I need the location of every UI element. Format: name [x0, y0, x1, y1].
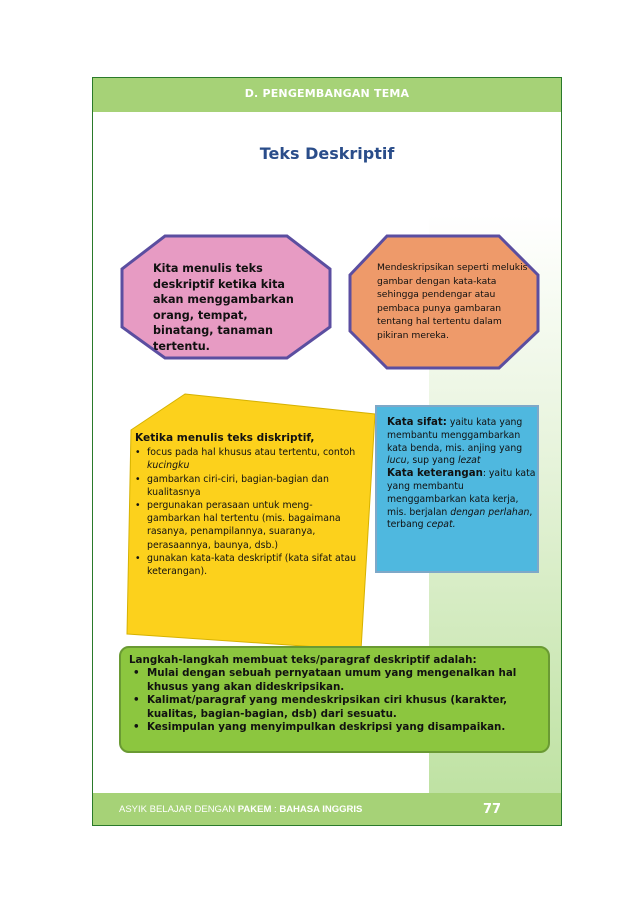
page-number: 77 — [483, 802, 502, 817]
yellow-card-heading: Ketika menulis teks diskriptif, — [135, 432, 315, 444]
green-card-heading: Langkah-langkah membuat teks/paragraf deskriptif adalah: — [129, 654, 477, 666]
yellow-card-text — [135, 432, 365, 578]
footer-band — [93, 793, 561, 826]
blue-card — [375, 405, 539, 573]
list-item: • Kesimpulan yang menyimpulkan deskripsi yang disampaikan. — [129, 721, 544, 734]
page-title: Teks Deskriptif — [259, 144, 395, 163]
list-item: • Kalimat/paragraf yang mendeskripsikan ciri khusus (karakter, kualitas, bagian-bagian, dsb) dari sesuatu. — [129, 694, 544, 721]
list-item: • pergunakan perasaan untuk meng-gambarkan hal tertentu (mis. bagaimana rasanya, penampilannya, suaranya, perasaannya, baunya, dsb.) — [135, 499, 365, 552]
green-steps-card — [119, 646, 550, 753]
green-card-text — [129, 654, 544, 734]
footer-caption: ASYIK BELAJAR DENGAN PAKEM : BAHASA INGGRIS — [119, 804, 363, 815]
list-item: • Mulai dengan sebuah pernyataan umum yang mengenalkan hal khusus yang akan dideskripsikan. — [129, 667, 544, 694]
pink-octagon-card — [119, 233, 333, 361]
orange-card-text: Mendeskripsikan seperti melukis gambar dengan kata-kata sehingga pendengar atau pembaca punya gambaran tentang hal tertentu dalam pikiran mereka. — [377, 262, 528, 341]
blue-card-text: Kata sifat: yaitu kata yang membantu menggambarkan kata benda, mis. anjing yang lucu, sup yang lezat Kata keterangan: yaitu kata yang membantu menggambarkan kata kerja, mis. berjalan dengan perlahan, terbang cepat. — [387, 417, 536, 531]
header-band — [93, 78, 561, 112]
pink-card-text: Kita menulis teks deskriptif ketika kita akan menggambarkan orang, tempat, binatang, tanaman tertentu. — [153, 262, 294, 353]
section-heading: D. PENGEMBANGAN TEMA — [244, 87, 410, 100]
book-page — [92, 77, 562, 826]
list-item: • gambarkan ciri-ciri, bagian-bagian dan kualitasnya — [135, 473, 365, 499]
yellow-card-list — [135, 446, 365, 578]
list-item: • gunakan kata-kata deskriptif (kata sifat atau keterangan). — [135, 552, 365, 578]
list-item: • focus pada hal khusus atau tertentu, contoh kucingku — [135, 446, 365, 472]
yellow-card — [113, 384, 379, 654]
steps-list — [129, 667, 544, 734]
orange-octagon-card — [347, 233, 541, 371]
